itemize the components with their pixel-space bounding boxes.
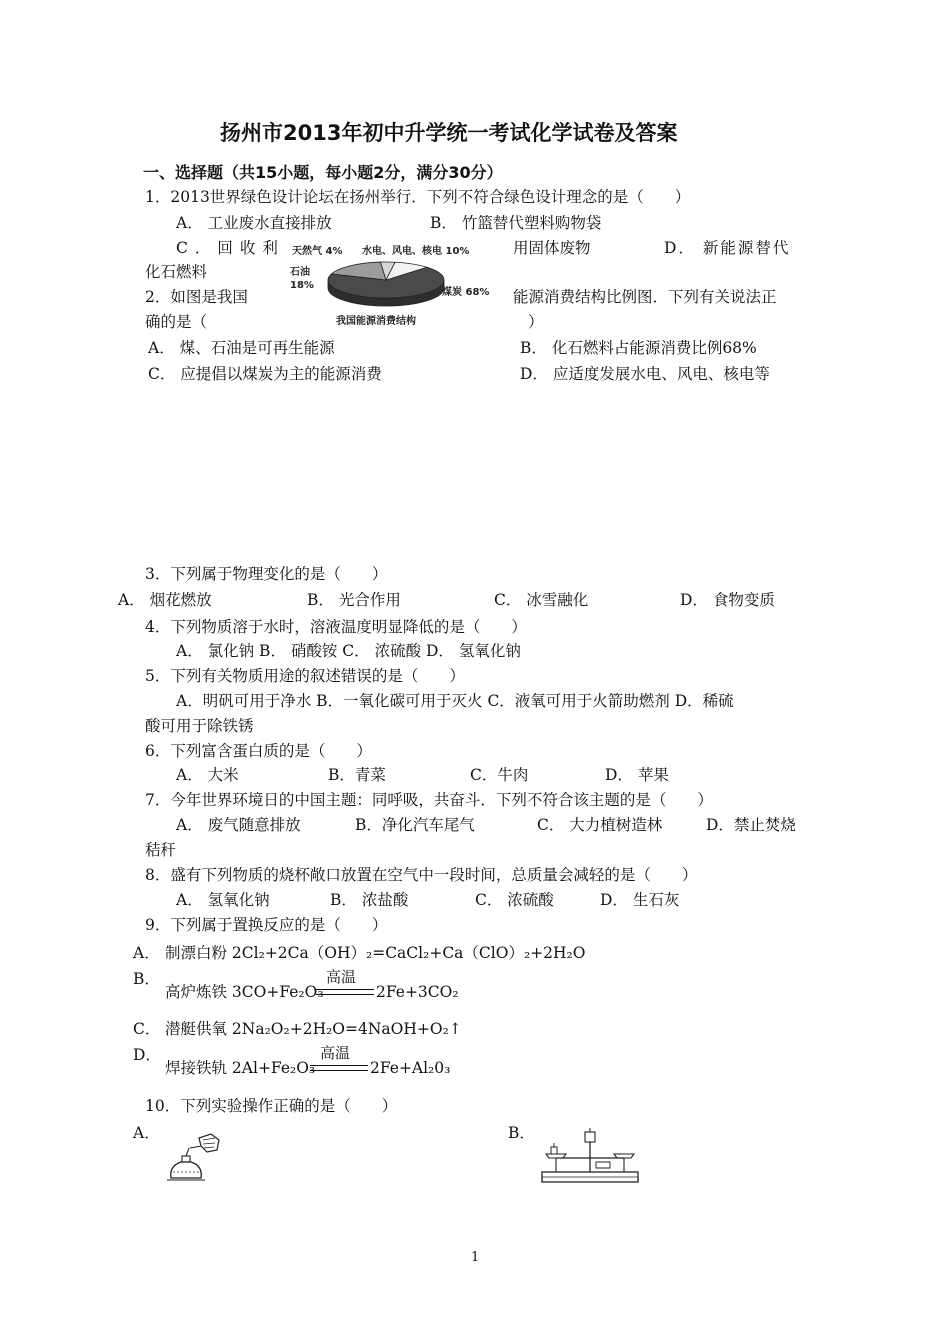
q9-option-a-label[interactable]: A． [133,944,160,962]
q9-option-b-label[interactable]: B． [133,970,160,988]
q9-option-b-equation-right: 2Fe+3CO₂ [376,983,459,1001]
q9-option-d-double-line [310,1065,368,1071]
q9-stem: 9．下列属于置换反应的是（ ） [145,916,388,934]
q4-stem: 4．下列物质溶于水时，溶液温度明显降低的是（ ） [145,618,527,636]
q7-option-c[interactable]: C． 大力植树造林 [537,816,663,834]
energy-consumption-pie-chart [286,238,508,330]
q3-option-d[interactable]: D． 食物变质 [680,591,775,609]
q9-option-b-condition: 高温 [326,968,357,986]
q10-option-b[interactable]: B． [508,1124,535,1142]
q2-stem-right: 能源消费结构比例图．下列有关说法正 [513,288,777,306]
pie-label-coal: 煤炭 68% [442,287,490,298]
q8-stem: 8．盛有下列物质的烧杯敞口放置在空气中一段时间，总质量会减轻的是（ ） [145,866,698,884]
q8-option-d[interactable]: D． 生石灰 [600,891,680,909]
q6-option-a[interactable]: A． 大米 [176,766,239,784]
q1-option-d-cont: 化石燃料 [145,263,208,281]
q2-stem-cont: 确的是（ [145,313,208,331]
q5-stem: 5．下列有关物质用途的叙述错误的是（ ） [145,667,465,685]
q2-option-b[interactable]: B． 化石燃料占能源消费比例68% [520,339,757,357]
pie-label-oil-value: 18% [290,280,314,291]
q7-option-d-cont: 秸秆 [145,841,177,859]
q3-option-c[interactable]: C． 冰雪融化 [494,591,589,609]
q2-option-d[interactable]: D． 应适度发展水电、风电、核电等 [520,365,770,383]
q1-option-d[interactable]: D． 新能源替代 [664,239,791,257]
q2-option-a[interactable]: A． 煤、石油是可再生能源 [148,339,335,357]
q5-options-cont: 酸可用于除铁锈 [145,717,254,735]
pie-label-hydro: 水电、风电、核电 10% [362,246,470,257]
q1-option-b[interactable]: B． 竹篮替代塑料购物袋 [430,214,602,232]
q7-option-a[interactable]: A． 废气随意排放 [176,816,301,834]
q8-option-a[interactable]: A． 氢氧化钠 [176,891,270,909]
q2-stem: 2．如图是我国 [145,288,248,306]
balance-scale-illustration [536,1128,644,1186]
q5-options[interactable]: A．明矾可用于净水 B．一氧化碳可用于灭火 C．液氧可用于火箭助燃剂 D．稀硫 [176,692,734,710]
q9-option-b-double-line [316,989,374,995]
q7-option-b[interactable]: B．净化汽车尾气 [355,816,475,834]
q6-stem: 6．下列富含蛋白质的是（ ） [145,742,372,760]
pie-label-oil-name: 石油 [290,267,310,278]
q1-stem: 1．2013世界绿色设计论坛在扬州举行．下列不符合绿色设计理念的是（ ） [145,188,691,206]
q6-option-d[interactable]: D． 苹果 [605,766,669,784]
page-number: 1 [471,1250,480,1265]
q7-option-d[interactable]: D．禁止焚烧 [706,816,796,834]
q8-option-c[interactable]: C． 浓硫酸 [475,891,554,909]
q1-option-c[interactable]: C．回收利 [176,239,285,257]
q10-stem: 10．下列实验操作正确的是（ ） [145,1097,398,1115]
q9-option-a-equation: 制漂白粉 2Cl₂+2Ca（OH）₂=CaCl₂+Ca（ClO）₂+2H₂O [165,944,586,962]
q3-option-b[interactable]: B． 光合作用 [307,591,401,609]
q7-stem: 7．今年世界环境日的中国主题：同呼吸，共奋斗．下列不符合该主题的是（ ） [145,791,713,809]
q9-option-d-equation-right: 2Fe+Al₂0₃ [370,1059,451,1077]
q8-option-b[interactable]: B． 浓盐酸 [330,891,409,909]
q9-option-d-condition: 高温 [320,1044,351,1062]
q6-option-b[interactable]: B．青菜 [328,766,386,784]
q1-option-a[interactable]: A． 工业废水直接排放 [176,214,332,232]
page-title: 扬州市2013年初中升学统一考试化学试卷及答案 [220,121,678,145]
q2-stem-close: ） [528,313,544,331]
q4-options[interactable]: A． 氯化钠 B． 硝酸铵 C． 浓硫酸 D． 氢氧化钠 [176,642,521,660]
section-heading: 一、选择题（共15小题，每小题2分，满分30分） [143,163,503,182]
q9-option-c-equation: 潜艇供氧 2Na₂O₂+2H₂O=4NaOH+O₂↑ [165,1020,462,1038]
q3-stem: 3．下列属于物理变化的是（ ） [145,565,388,583]
q9-option-d-equation-left: 焊接铁轨 2Al+Fe₂O₃ [165,1059,316,1077]
q3-option-a[interactable]: A． 烟花燃放 [118,591,212,609]
q9-option-c-label[interactable]: C． [133,1020,161,1038]
q6-option-c[interactable]: C．牛肉 [470,766,529,784]
q9-option-d-label[interactable]: D． [133,1046,161,1064]
q2-option-c[interactable]: C． 应提倡以煤炭为主的能源消费 [148,365,382,383]
chart-title: 我国能源消费结构 [336,316,416,327]
q1-option-c-cont: 用固体废物 [513,239,591,257]
q9-option-b-equation-left: 高炉炼铁 3CO+Fe₂O₃ [165,983,324,1001]
pie-label-gas: 天然气 4% [292,246,343,257]
q10-option-a[interactable]: A． [133,1124,160,1142]
alcohol-lamp-illustration [163,1132,227,1184]
